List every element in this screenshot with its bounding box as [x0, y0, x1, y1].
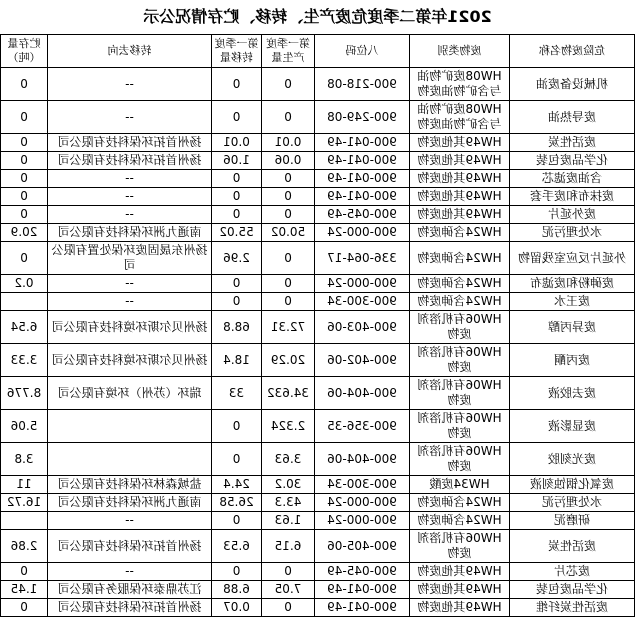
category-cell: HW24含砷废物 [410, 512, 510, 530]
produced-cell: 1.63 [262, 512, 315, 530]
storage-cell: 3.8 [1, 443, 48, 476]
produced-cell: 6.15 [262, 530, 315, 563]
category-cell: HW49其他废物 [410, 134, 510, 152]
storage-cell: 6.54 [1, 311, 48, 344]
category-cell: HW06有机溶剂废物 [410, 377, 510, 410]
storage-cell: 8.776 [1, 377, 48, 410]
header-transferred: 第一季度转移量 [212, 35, 262, 68]
produced-cell: 0 [262, 275, 315, 293]
code-cell: 900-300-34 [315, 476, 410, 494]
produced-cell: 50.02 [262, 224, 315, 242]
code-cell: 900-041-49 [315, 599, 410, 617]
table-row [1, 581, 635, 599]
transferred-cell: 0 [212, 188, 262, 206]
destination-cell: -- [48, 275, 212, 293]
category-cell: HW49其他废物 [410, 563, 510, 581]
produced-cell: 7.05 [262, 581, 315, 599]
destination-cell: 瑞环（苏州）环境有限公司 [48, 377, 212, 410]
table-row [1, 443, 635, 476]
storage-cell: 0 [1, 68, 48, 101]
storage-cell: 16.72 [1, 494, 48, 512]
code-cell: 900-041-49 [315, 188, 410, 206]
waste-table [0, 34, 635, 617]
header-produced: 第一季度产生量 [262, 35, 315, 68]
category-cell: HW06有机溶剂废物 [410, 311, 510, 344]
table-row [1, 188, 635, 206]
table-row [1, 68, 635, 101]
waste-name-cell: 废活性炭 [510, 530, 635, 563]
category-cell: HW24含砷废物 [410, 293, 510, 311]
transferred-cell: 55.02 [212, 224, 262, 242]
destination-cell: -- [48, 512, 212, 530]
storage-cell: 0 [1, 599, 48, 617]
produced-cell: 0.06 [262, 152, 315, 170]
storage-cell [1, 512, 48, 530]
table-row [1, 512, 635, 530]
waste-name-cell: 废活性炭 [510, 134, 635, 152]
destination-cell: -- [48, 293, 212, 311]
category-cell: HW06有机溶剂废物 [410, 530, 510, 563]
code-cell: 900-404-06 [315, 443, 410, 476]
category-cell: HW24含砷废物 [410, 494, 510, 512]
storage-cell: 11 [1, 476, 48, 494]
waste-name-cell: 研磨泥 [510, 512, 635, 530]
transferred-cell: 26.58 [212, 494, 262, 512]
transferred-cell: 33 [212, 377, 262, 410]
produced-cell: 34.632 [262, 377, 315, 410]
header-category: 废物类别 [410, 35, 510, 68]
produced-cell: 20.29 [262, 344, 315, 377]
code-cell: 900-300-34 [315, 293, 410, 311]
waste-name-cell: 废去胶液 [510, 377, 635, 410]
table-row [1, 530, 635, 563]
destination-cell: 扬州首拓环保科技有限公司 [48, 134, 212, 152]
table-row [1, 599, 635, 617]
transferred-cell: 18.4 [212, 344, 262, 377]
table-row [1, 494, 635, 512]
table-row [1, 344, 635, 377]
destination-cell [48, 443, 212, 476]
category-cell: HW08废矿物油与含矿物油废物 [410, 101, 510, 134]
table-row [1, 134, 635, 152]
code-cell: 900-356-35 [315, 410, 410, 443]
category-cell: HW08废矿物油与含矿物油废物 [410, 68, 510, 101]
category-cell: HW34废酸 [410, 476, 510, 494]
table-row [1, 152, 635, 170]
code-cell: 900-405-06 [315, 530, 410, 563]
code-cell: 900-045-49 [315, 563, 410, 581]
transferred-cell: 0 [212, 512, 262, 530]
storage-cell: 0 [1, 152, 48, 170]
produced-cell: 30.2 [262, 476, 315, 494]
destination-cell: 盐城森林环保科技有限公司 [48, 476, 212, 494]
destination-cell: 扬州首拓环保科技有限公司 [48, 599, 212, 617]
waste-name-cell: 废导热油 [510, 101, 635, 134]
storage-cell: 0.2 [1, 275, 48, 293]
transferred-cell: 6.53 [212, 530, 262, 563]
produced-cell: 3.63 [262, 443, 315, 476]
destination-cell: -- [48, 68, 212, 101]
destination-cell: -- [48, 101, 212, 134]
storage-cell: 3.33 [1, 344, 48, 377]
code-cell: 900-000-24 [315, 494, 410, 512]
table-row [1, 101, 635, 134]
transferred-cell: 0.01 [212, 134, 262, 152]
code-cell: 900-404-06 [315, 377, 410, 410]
storage-cell [1, 293, 48, 311]
code-cell: 900-000-24 [315, 512, 410, 530]
destination-cell: 扬州贝尔斯环境科技有限公司 [48, 311, 212, 344]
code-cell: 900-403-06 [315, 311, 410, 344]
waste-name-cell: 废活性炭纤维 [510, 599, 635, 617]
code-cell: 336-064-17 [315, 242, 410, 275]
waste-name-cell: 废光刻胶 [510, 443, 635, 476]
transferred-cell: 0.07 [212, 599, 262, 617]
code-cell: 900-041-49 [315, 170, 410, 188]
category-cell: HW49其他废物 [410, 152, 510, 170]
transferred-cell: 0 [212, 275, 262, 293]
storage-cell: 0 [1, 206, 48, 224]
destination-cell: 扬州东晟固废环保处置有限公司 [48, 242, 212, 275]
destination-cell: -- [48, 170, 212, 188]
table-row [1, 311, 635, 344]
destination-cell: 扬州首拓环保科技有限公司 [48, 152, 212, 170]
code-cell: 900-000-24 [315, 224, 410, 242]
destination-cell: 南通九洲环保科技有限公司 [48, 494, 212, 512]
produced-cell: 72.31 [262, 311, 315, 344]
transferred-cell: 6.88 [212, 581, 262, 599]
transferred-cell: 0 [212, 443, 262, 476]
storage-cell: 2.86 [1, 530, 48, 563]
produced-cell: 43.3 [262, 494, 315, 512]
code-cell: 900-045-49 [315, 206, 410, 224]
waste-name-cell: 水处理污泥 [510, 494, 635, 512]
code-cell: 900-000-24 [315, 275, 410, 293]
transferred-cell: 1.06 [212, 152, 262, 170]
table-row [1, 224, 635, 242]
waste-name-cell: 水处理污泥 [510, 224, 635, 242]
transferred-cell: 24.4 [212, 476, 262, 494]
table-row [1, 410, 635, 443]
storage-cell: 1.45 [1, 581, 48, 599]
produced-cell: 0 [262, 188, 315, 206]
transferred-cell: 0 [212, 410, 262, 443]
transferred-cell: 0 [212, 563, 262, 581]
category-cell: HW24含砷废物 [410, 275, 510, 293]
waste-name-cell: 废王水 [510, 293, 635, 311]
destination-cell: -- [48, 563, 212, 581]
transferred-cell: 0 [212, 293, 262, 311]
transferred-cell: 0 [212, 68, 262, 101]
storage-cell: 0 [1, 170, 48, 188]
table-body [1, 68, 635, 617]
table-row [1, 170, 635, 188]
category-cell: HW49其他废物 [410, 170, 510, 188]
destination-cell [48, 410, 212, 443]
produced-cell: 0 [262, 68, 315, 101]
table-row [1, 476, 635, 494]
destination-cell: -- [48, 188, 212, 206]
category-cell: HW06有机溶剂废物 [410, 443, 510, 476]
storage-cell: 20.9 [1, 224, 48, 242]
destination-cell: 扬州首拓环保科技有限公司 [48, 530, 212, 563]
waste-name-cell: 废异丙醇 [510, 311, 635, 344]
table-row [1, 377, 635, 410]
storage-cell: 0 [1, 563, 48, 581]
transferred-cell: 0 [212, 206, 262, 224]
header-row [1, 35, 635, 68]
storage-cell: 0 [1, 101, 48, 134]
produced-cell: 2.324 [262, 410, 315, 443]
category-cell: HW06有机溶剂废物 [410, 410, 510, 443]
produced-cell: 0 [262, 206, 315, 224]
code-cell: 900-402-06 [315, 344, 410, 377]
header-storage: 贮存量（吨） [1, 35, 48, 68]
destination-cell: 江苏鼎泰环保服务有限公司 [48, 581, 212, 599]
table-row [1, 206, 635, 224]
storage-cell: 0 [1, 242, 48, 275]
header-destination: 转移去向 [48, 35, 212, 68]
waste-name-cell: 化学品废包装 [510, 152, 635, 170]
storage-cell: 0 [1, 134, 48, 152]
waste-name-cell: 外延片反应室残留物 [510, 242, 635, 275]
waste-name-cell: 废砷粉和废滤布 [510, 275, 635, 293]
table-row [1, 563, 635, 581]
transferred-cell: 2.96 [212, 242, 262, 275]
transferred-cell: 0 [212, 170, 262, 188]
page-title: 2021年第二季度危废产生、转移、贮存情况公示 [143, 7, 492, 26]
waste-name-cell: 化学品废包装 [510, 581, 635, 599]
code-cell: 900-041-49 [315, 134, 410, 152]
waste-name-cell: 机械设备废油 [510, 68, 635, 101]
code-cell: 900-218-08 [315, 68, 410, 101]
waste-name-cell: 废丙酮 [510, 344, 635, 377]
storage-cell: 0 [1, 188, 48, 206]
table-row [1, 242, 635, 275]
category-cell: HW24含砷废物 [410, 224, 510, 242]
waste-name-cell: 含油废滤芯 [510, 170, 635, 188]
waste-name-cell: 废抹布和废手套 [510, 188, 635, 206]
produced-cell: 0 [262, 101, 315, 134]
produced-cell: 0.01 [262, 134, 315, 152]
waste-name-cell: 废显影液 [510, 410, 635, 443]
waste-name-cell: 废外延片 [510, 206, 635, 224]
category-cell: HW49其他废物 [410, 599, 510, 617]
produced-cell: 0 [262, 242, 315, 275]
header-code: 八位码 [315, 35, 410, 68]
produced-cell: 0 [262, 563, 315, 581]
storage-cell: 5.06 [1, 410, 48, 443]
category-cell: HW49其他废物 [410, 206, 510, 224]
waste-name-cell: 废氧化铟蚀刻液 [510, 476, 635, 494]
produced-cell: 0 [262, 599, 315, 617]
destination-cell: -- [48, 206, 212, 224]
produced-cell: 0 [262, 170, 315, 188]
category-cell: HW06有机溶剂废物 [410, 344, 510, 377]
header-name: 危险废物名称 [510, 35, 635, 68]
table-row [1, 293, 635, 311]
destination-cell: 南通九洲环保科技有限公司 [48, 224, 212, 242]
waste-name-cell: 废芯片 [510, 563, 635, 581]
transferred-cell: 68.8 [212, 311, 262, 344]
destination-cell: 扬州贝尔斯环境科技有限公司 [48, 344, 212, 377]
category-cell: HW49其他废物 [410, 188, 510, 206]
category-cell: HW49其他废物 [410, 581, 510, 599]
code-cell: 900-249-08 [315, 101, 410, 134]
code-cell: 900-041-49 [315, 581, 410, 599]
category-cell: HW24含砷废物 [410, 242, 510, 275]
produced-cell: 0 [262, 293, 315, 311]
table-row [1, 275, 635, 293]
transferred-cell: 0 [212, 101, 262, 134]
code-cell: 900-041-49 [315, 152, 410, 170]
